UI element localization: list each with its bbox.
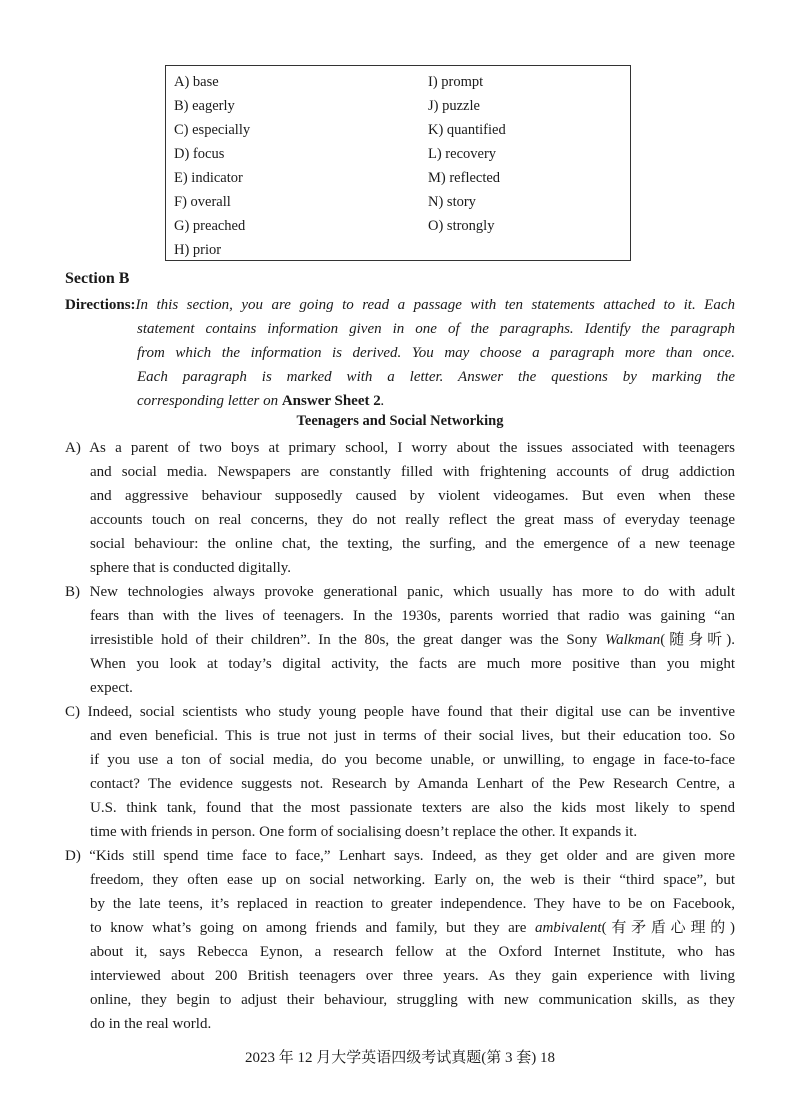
paragraph-line <box>90 556 735 580</box>
paragraph-line <box>90 964 735 988</box>
line-text: contact? The evidence suggests not. Research by Amanda Lenhart of the Pew Research Centre, a <box>90 776 735 792</box>
word-bank-box <box>165 65 631 261</box>
paragraph-line <box>90 508 735 532</box>
paragraph-line <box>65 700 735 724</box>
word-option: F) overall <box>174 194 231 210</box>
paragraph-line <box>90 772 735 796</box>
word-option: H) prior <box>174 242 222 258</box>
paragraph-line <box>90 820 735 844</box>
italic-term: Walkman <box>604 632 661 648</box>
answer-sheet-ref: Answer Sheet 2 <box>281 393 381 409</box>
paragraph-line <box>90 460 735 484</box>
paragraph-line <box>90 748 735 772</box>
word-option: K) quantified <box>428 122 506 138</box>
line-text: and even beneficial. This is true not just in terms of their social lives, but their education too. So <box>90 728 735 744</box>
paragraph-line <box>90 484 735 508</box>
paragraph-line <box>90 676 735 700</box>
paragraph-line <box>65 580 735 604</box>
line-text: (有矛盾心理的) <box>601 920 735 936</box>
word-option: I) prompt <box>428 74 484 90</box>
line-text: accounts touch on real concerns, they do not really reflect the great mass of everyday teenage <box>90 512 735 528</box>
line-text: online, they begin to adjust their behaviour, struggling with new communication skills, as they <box>90 992 735 1008</box>
section-title: Section B <box>65 270 130 287</box>
paragraph-line <box>90 940 735 964</box>
directions-text: statement contains information given in one of the paragraphs. Identify the paragraph <box>137 321 735 337</box>
directions-line <box>65 293 735 317</box>
line-text: expect. <box>90 680 133 696</box>
word-option: J) puzzle <box>428 98 480 114</box>
paragraph-line <box>90 1012 735 1036</box>
line-text: to know what’s going on among friends and family, but they are <box>90 920 535 936</box>
directions-label: Directions: <box>65 297 136 313</box>
paragraph-C <box>65 700 735 844</box>
line-text: When you look at today’s digital activity, the facts are much more positive than you might <box>90 656 735 672</box>
line-text: interviewed about 200 British teenagers over three years. As they gain experience with living <box>90 968 735 984</box>
line-text: and aggressive behaviour supposedly caused by violent videogames. But even when these <box>90 488 735 504</box>
line-text: freedom, they often ease up on social networking. Early on, the web is their “third space”, but <box>90 872 735 888</box>
word-option: E) indicator <box>174 170 243 186</box>
passage <box>65 436 735 1036</box>
line-text: about it, says Rebecca Eynon, a research fellow at the Oxford Internet Institute, who has <box>90 944 735 960</box>
paragraph-line <box>90 916 735 940</box>
paragraph-line <box>90 652 735 676</box>
directions-line <box>137 341 735 365</box>
directions-text: corresponding letter on <box>137 393 282 409</box>
line-text: time with friends in person. One form of socialising doesn’t replace the other. It expands it. <box>90 824 638 840</box>
paragraph-line <box>90 796 735 820</box>
line-text: if you use a ton of social media, do you become unable, or unwilling, to engage in face-to-face <box>90 752 735 768</box>
italic-term: ambivalent <box>534 920 602 936</box>
paragraph-line <box>90 604 735 628</box>
paragraph-B <box>65 580 735 700</box>
line-text: A) As a parent of two boys at primary school, I worry about the issues associated with teenagers <box>65 440 735 456</box>
line-text: D) “Kids still spend time face to face,” Lenhart says. Indeed, as they get older and are given more <box>65 848 735 864</box>
word-option: G) preached <box>174 218 246 234</box>
paragraph-line <box>90 868 735 892</box>
line-text: social behaviour: the online chat, the texting, the surfing, and the emergence of a new teenage <box>90 536 735 552</box>
paragraph-D <box>65 844 735 1036</box>
directions-text: . <box>380 393 385 409</box>
paragraph-line <box>90 892 735 916</box>
line-text: U.S. think tank, found that the most passionate texters are also the kids most likely to spend <box>90 800 735 816</box>
word-option: O) strongly <box>428 218 495 234</box>
directions-line <box>137 317 735 341</box>
word-option: L) recovery <box>428 146 497 162</box>
directions-text: from which the information is derived. You may choose a paragraph more than once. <box>137 345 735 361</box>
word-option: N) story <box>428 194 476 210</box>
page-footer: 2023 年 12 月大学英语四级考试真题(第 3 套) 18 <box>245 1050 555 1066</box>
line-text: B) New technologies always provoke generational panic, which usually has more to do with adult <box>65 584 735 600</box>
directions-text: Each paragraph is marked with a letter. Answer the questions by marking the <box>137 369 735 385</box>
paragraph-line <box>90 724 735 748</box>
line-text: C) Indeed, social scientists who study young people have found that their digital use can be inventive <box>65 704 735 720</box>
word-option: M) reflected <box>428 170 501 186</box>
directions-text: In this section, you are going to read a passage with ten statements attached to it. Each <box>135 297 735 313</box>
directions-line <box>137 389 735 413</box>
line-text: fears than with the lives of teenagers. In the 1930s, parents worried that radio was gaining “an <box>90 608 735 624</box>
paragraph-line <box>65 436 735 460</box>
paragraph-A <box>65 436 735 580</box>
line-text: (随身听). <box>660 632 735 648</box>
paragraph-line <box>90 988 735 1012</box>
directions <box>65 293 735 413</box>
line-text: irresistible hold of their children”. In the 80s, the great danger was the Sony <box>90 632 605 648</box>
line-text: and social media. Newspapers are constantly filled with frightening accounts of drug addiction <box>90 464 735 480</box>
paragraph-line <box>90 532 735 556</box>
paragraph-line <box>90 628 735 652</box>
line-text: sphere that is conducted digitally. <box>90 560 292 576</box>
directions-line <box>137 365 735 389</box>
word-option: C) especially <box>174 122 251 138</box>
line-text: by the late teens, it’s replaced in reaction to greater independence. They have to be on Facebook, <box>90 896 735 912</box>
word-option: A) base <box>174 74 219 90</box>
line-text: do in the real world. <box>90 1016 212 1032</box>
word-option: D) focus <box>174 146 225 162</box>
paragraph-line <box>65 844 735 868</box>
passage-title: Teenagers and Social Networking <box>296 413 504 429</box>
word-option: B) eagerly <box>174 98 235 114</box>
